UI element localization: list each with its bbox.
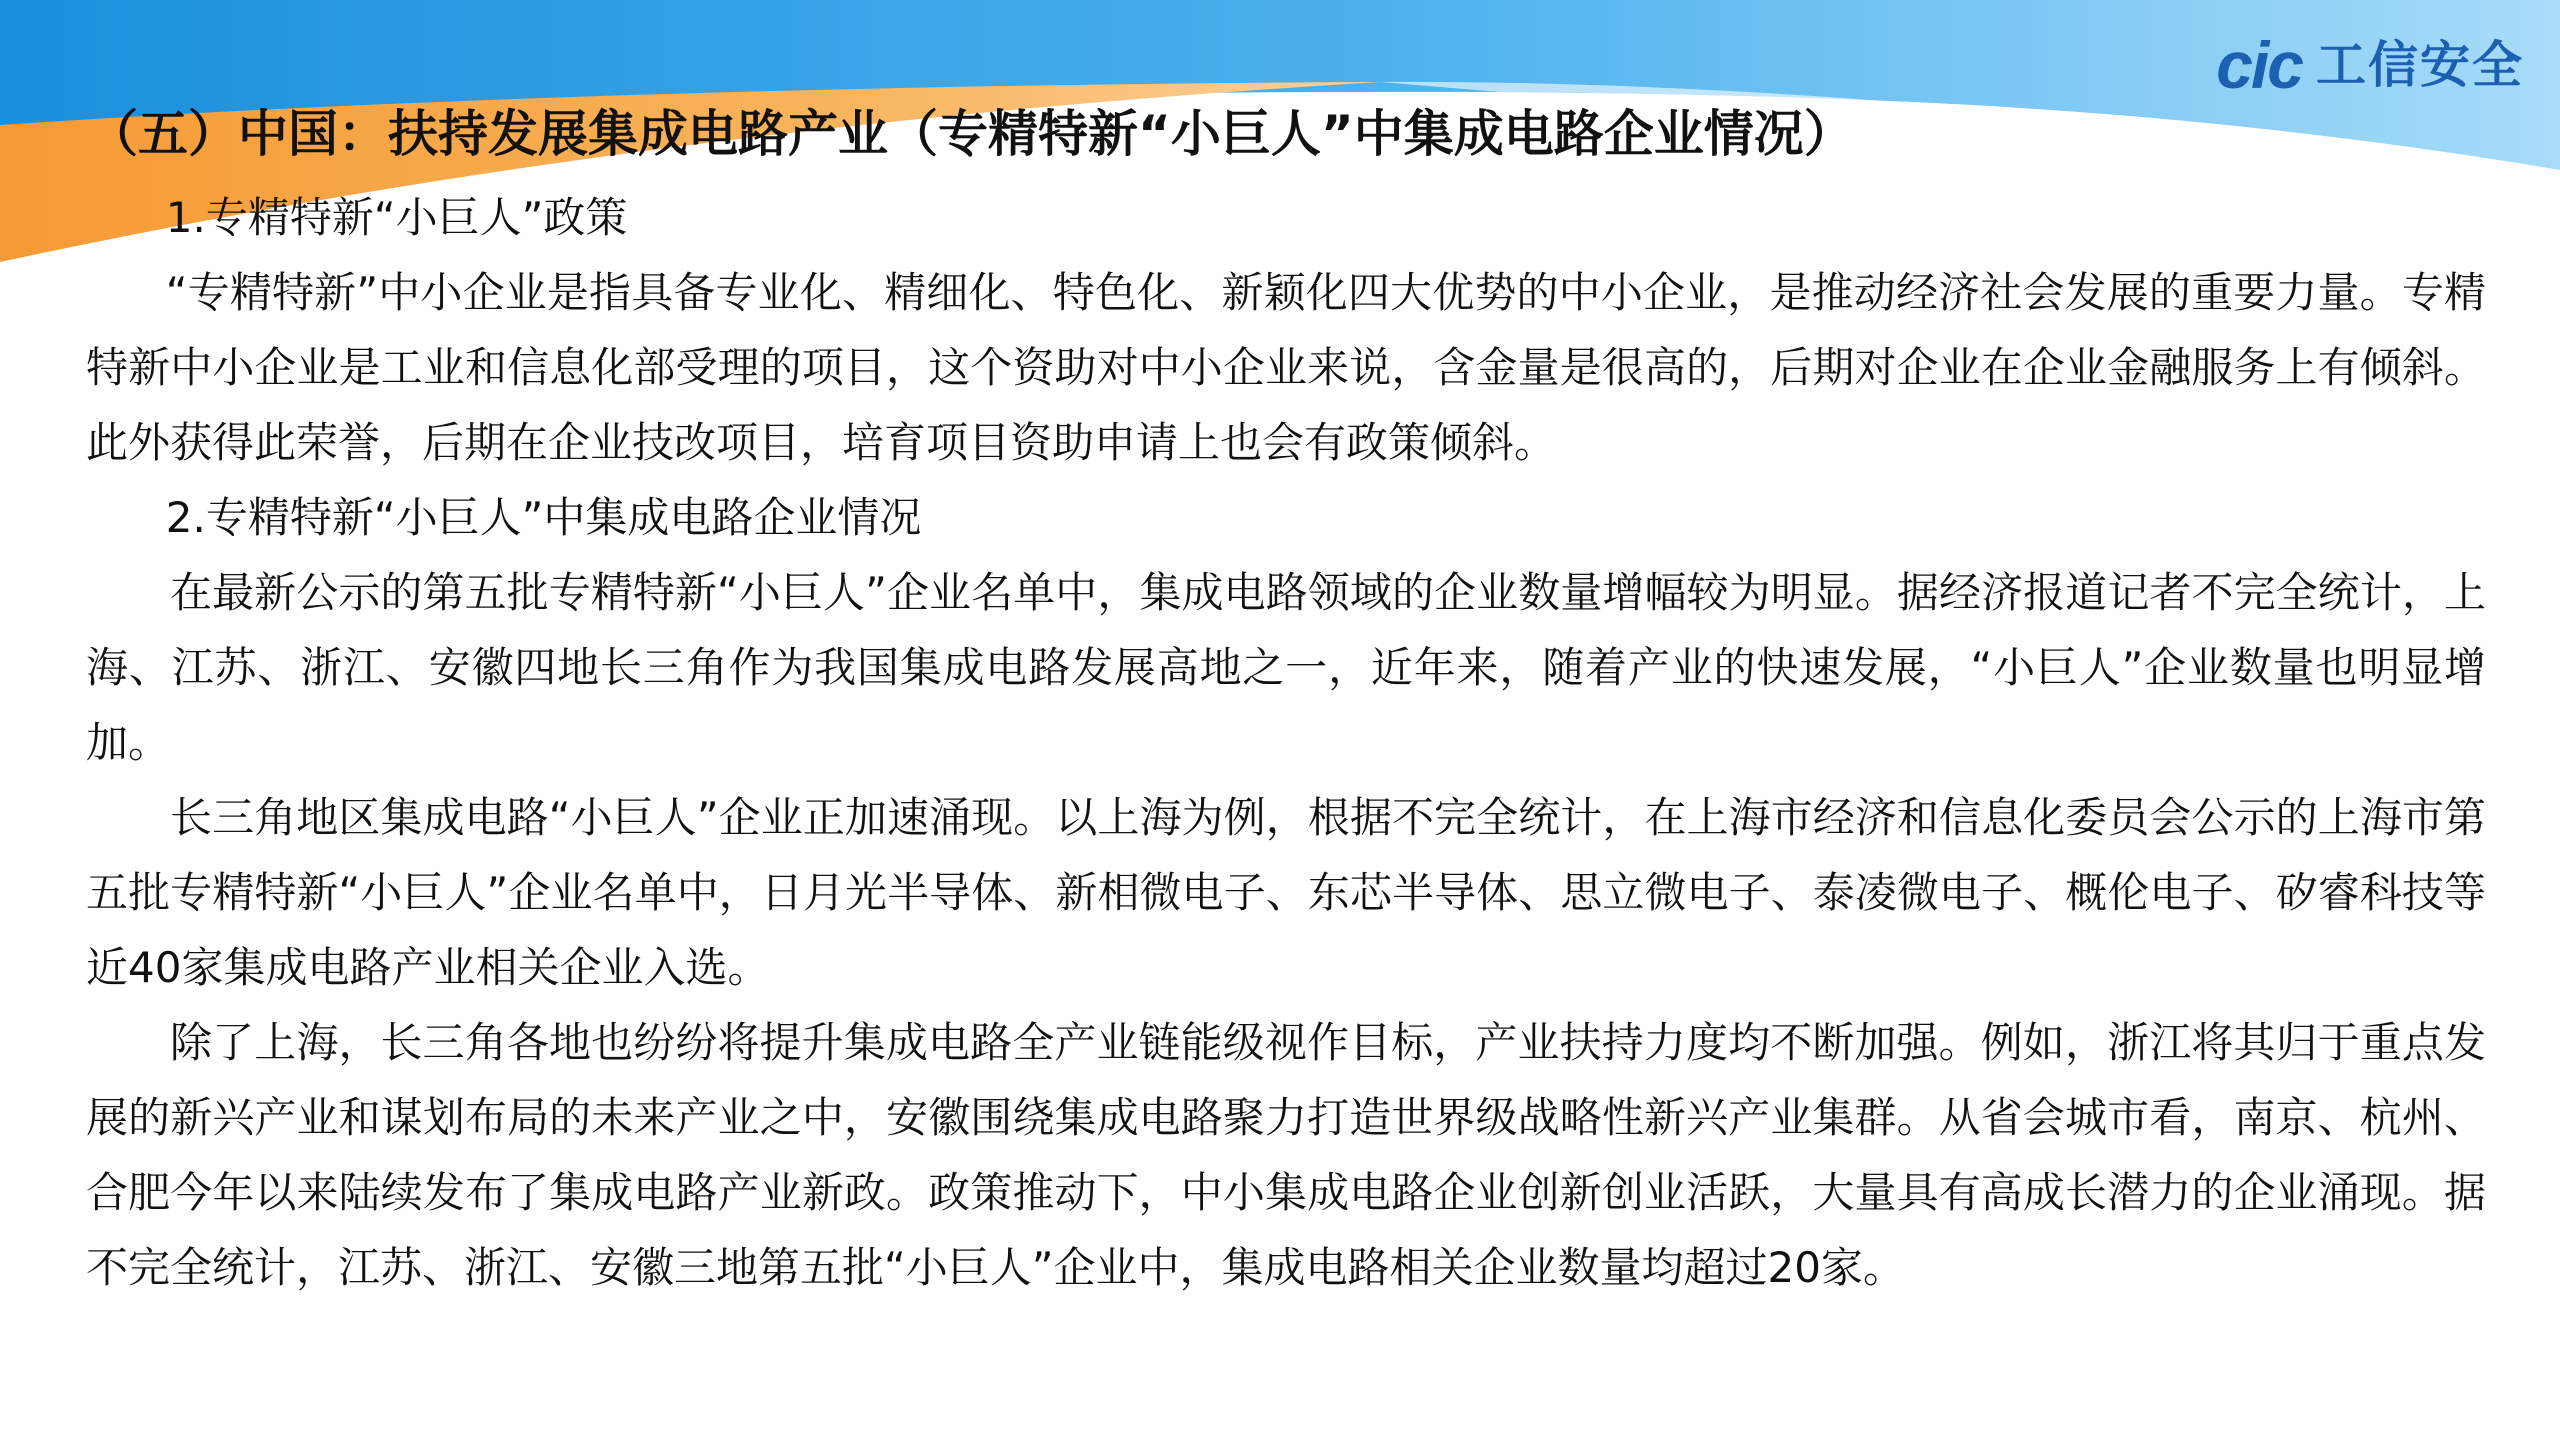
section1-body: “专精特新”中小企业是指具备专业化、精细化、特色化、新颖化四大优势的中小企业，是推动经济社会发展的重要力量。专精特新中小企业是工业和信息化部受理的项目，这个资助对中小企业来说，含金量是很高的，后期对企业在企业金融服务上有倾斜。此外获得此荣誉，后期在企业技改项目，培育项目资助申请上也会有政策倾斜。	[86, 268, 2486, 467]
slide-content	[86, 180, 2486, 1305]
brand-logo-text: 工信安全	[2316, 36, 2524, 94]
section2-paragraph-1: 在最新公示的第五批专精特新“小巨人”企业名单中，集成电路领域的企业数量增幅较为明显。据经济报道记者不完全统计，上海、江苏、浙江、安徽四地长三角作为我国集成电路发展高地之一，近年来，随着产业的快速发展，“小巨人”企业数量也明显增加。	[86, 568, 2486, 767]
section2-paragraph-2: 长三角地区集成电路“小巨人”企业正加速涌现。以上海为例，根据不完全统计，在上海市经济和信息化委员会公示的上海市第五批专精特新“小巨人”企业名单中，日月光半导体、新相微电子、东芯半导体、思立微电子、泰凌微电子、概伦电子、矽睿科技等近40家集成电路产业相关企业入选。	[86, 793, 2486, 992]
brand-logo	[2216, 30, 2524, 100]
cic-logo-mark: cic	[2216, 28, 2302, 102]
slide-title: （五）中国：扶持发展集成电路产业（专精特新“小巨人”中集成电路企业情况）	[88, 105, 1854, 163]
section2-heading: 2.专精特新“小巨人”中集成电路企业情况	[165, 493, 922, 542]
section2-paragraph-3: 除了上海，长三角各地也纷纷将提升集成电路全产业链能级视作目标，产业扶持力度均不断加强。例如，浙江将其归于重点发展的新兴产业和谋划布局的未来产业之中，安徽围绕集成电路聚力打造世界级战略性新兴产业集群。从省会城市看，南京、杭州、合肥今年以来陆续发布了集成电路产业新政。政策推动下，中小集成电路企业创新创业活跃，大量具有高成长潜力的企业涌现。据不完全统计，江苏、浙江、安徽三地第五批“小巨人”企业中，集成电路相关企业数量均超过20家。	[86, 1018, 2486, 1292]
section1-heading: 1.专精特新“小巨人”政策	[165, 193, 628, 242]
